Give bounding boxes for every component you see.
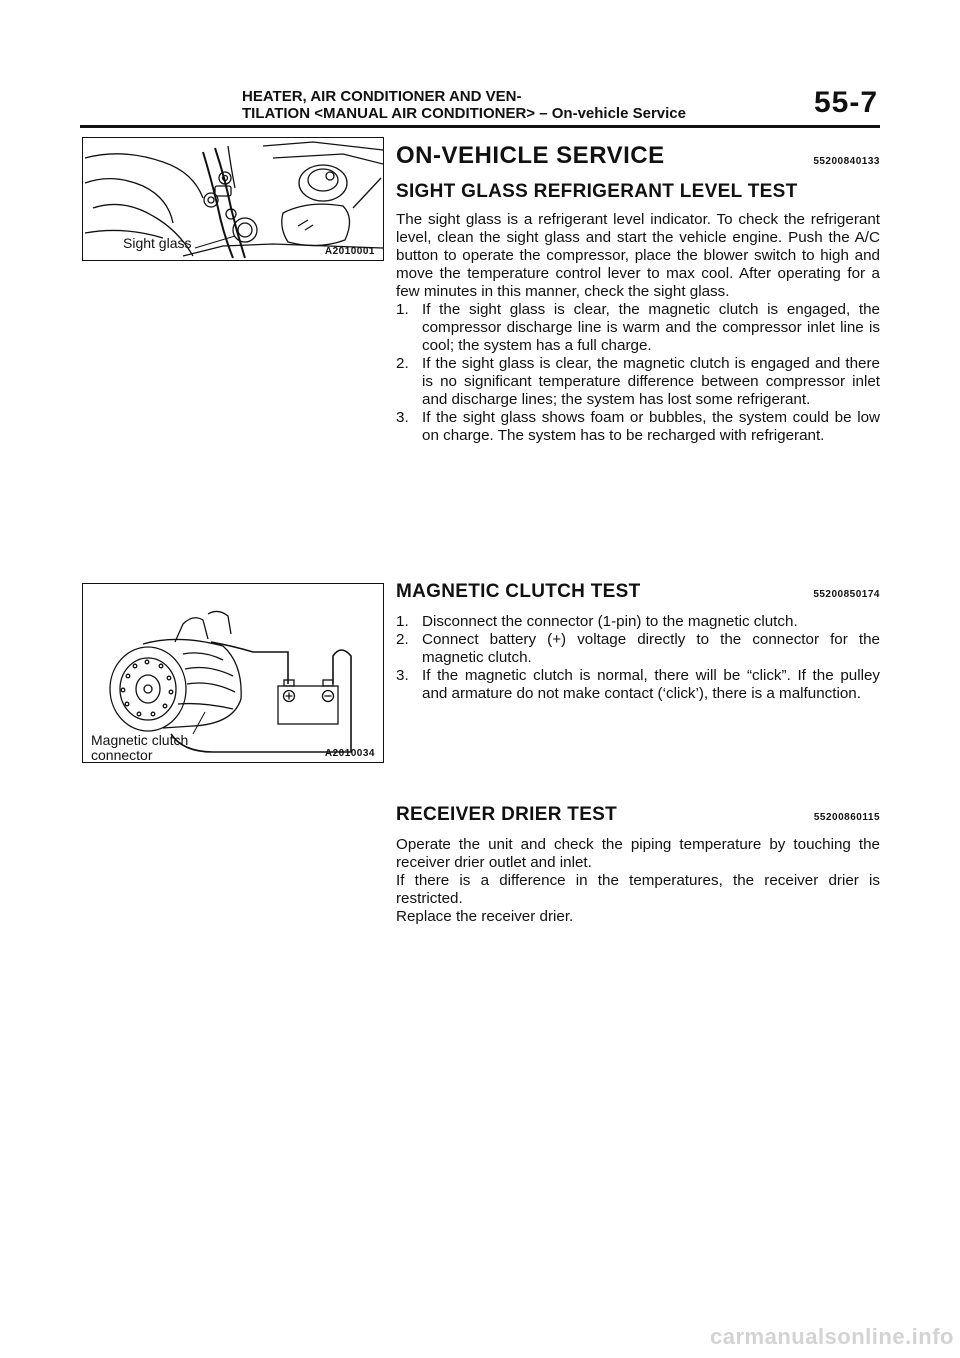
receiver-drier-section: [396, 804, 880, 926]
watermark: carmanualsonline.info: [710, 1324, 954, 1349]
sight-glass-section: [396, 181, 880, 445]
receiver-drier-heading: RECEIVER DRIER TEST: [396, 804, 618, 825]
magnetic-clutch-figure-code: A2010034: [324, 748, 375, 759]
receiver-drier-paragraph: Operate the unit and check the piping temperature by touching the receiver drier outlet and inlet.: [396, 836, 880, 871]
list-item: [396, 301, 880, 355]
list-item-number: 2.: [396, 631, 409, 648]
magnetic-clutch-steps: [396, 613, 880, 703]
header-title-line2: [242, 105, 686, 122]
list-item: [396, 409, 880, 445]
list-item-text: Connect battery (+) voltage directly to the connector for the magnetic clutch.: [422, 631, 880, 666]
list-item-text: If the sight glass is clear, the magnetic clutch is engaged and there is no significant temperature difference between compressor inlet and discharge lines; the system has lost some refrigerant.: [422, 355, 880, 408]
magnetic-clutch-caption-line2: connector: [91, 747, 153, 763]
page-title: ON-VEHICLE SERVICE: [396, 142, 665, 169]
receiver-drier-heading-row: [396, 804, 880, 828]
receiver-drier-code: 55200860115: [813, 812, 880, 823]
magnetic-clutch-code: 55200850174: [813, 589, 880, 600]
magnetic-clutch-caption-line1: Magnetic clutch: [91, 732, 189, 748]
receiver-drier-body: [396, 836, 880, 926]
sight-glass-figure: [82, 137, 384, 261]
list-item-text: If the sight glass shows foam or bubbles, the system could be low on charge. The system has to be recharged with refrigerant.: [422, 409, 880, 444]
list-item: [396, 667, 880, 703]
receiver-drier-paragraph: If there is a difference in the temperatures, the receiver drier is restricted.: [396, 872, 880, 907]
header-title-line1: HEATER, AIR CONDITIONER AND VEN-: [242, 88, 522, 105]
page-title-code: 55200840133: [813, 156, 880, 167]
receiver-drier-paragraph: Replace the receiver drier.: [396, 908, 574, 925]
list-item: [396, 631, 880, 667]
magnetic-clutch-heading-row: [396, 581, 880, 605]
list-item-number: 1.: [396, 301, 409, 318]
list-item-number: 3.: [396, 409, 409, 426]
list-item: [396, 613, 880, 631]
magnetic-clutch-heading: MAGNETIC CLUTCH TEST: [396, 581, 641, 602]
list-item: [396, 355, 880, 409]
header-section-subtitle: – On-vehicle Service: [539, 105, 686, 122]
page-number: 55-7: [813, 86, 878, 119]
header-title-line2-text: TILATION <MANUAL AIR CONDITIONER>: [242, 105, 536, 122]
header-rule: [80, 125, 880, 128]
sight-glass-intro: The sight glass is a refrigerant level indicator. To check the refrigerant level, clean the sight glass and start the vehicle engine. Push the A/C button to operate the compressor, place the blower switch to high and move the temperature control lever to max cool. After operating for a few minutes in this manner, check the sight glass.: [396, 211, 880, 300]
main-title-row: [396, 142, 880, 176]
magnetic-clutch-figure: [82, 583, 384, 763]
list-item-number: 1.: [396, 613, 409, 630]
list-item-text: If the sight glass is clear, the magnetic clutch is engaged, the compressor discharge line is warm and the compressor inlet line is cool; the system has a full charge.: [422, 301, 880, 354]
sight-glass-steps: [396, 301, 880, 445]
list-item-number: 2.: [396, 355, 409, 372]
magnetic-clutch-caption: [91, 733, 188, 763]
list-item-number: 3.: [396, 667, 409, 684]
list-item-text: If the magnetic clutch is normal, there will be “click”. If the pulley and armature do not make contact (‘click’), there is a malfunction.: [422, 667, 880, 702]
magnetic-clutch-section: [396, 581, 880, 703]
list-item-text: Disconnect the connector (1-pin) to the magnetic clutch.: [422, 613, 798, 630]
sight-glass-caption: Sight glass: [123, 235, 192, 251]
sight-glass-figure-code: A2010001: [324, 246, 375, 257]
sight-glass-heading: SIGHT GLASS REFRIGERANT LEVEL TEST: [396, 181, 798, 202]
